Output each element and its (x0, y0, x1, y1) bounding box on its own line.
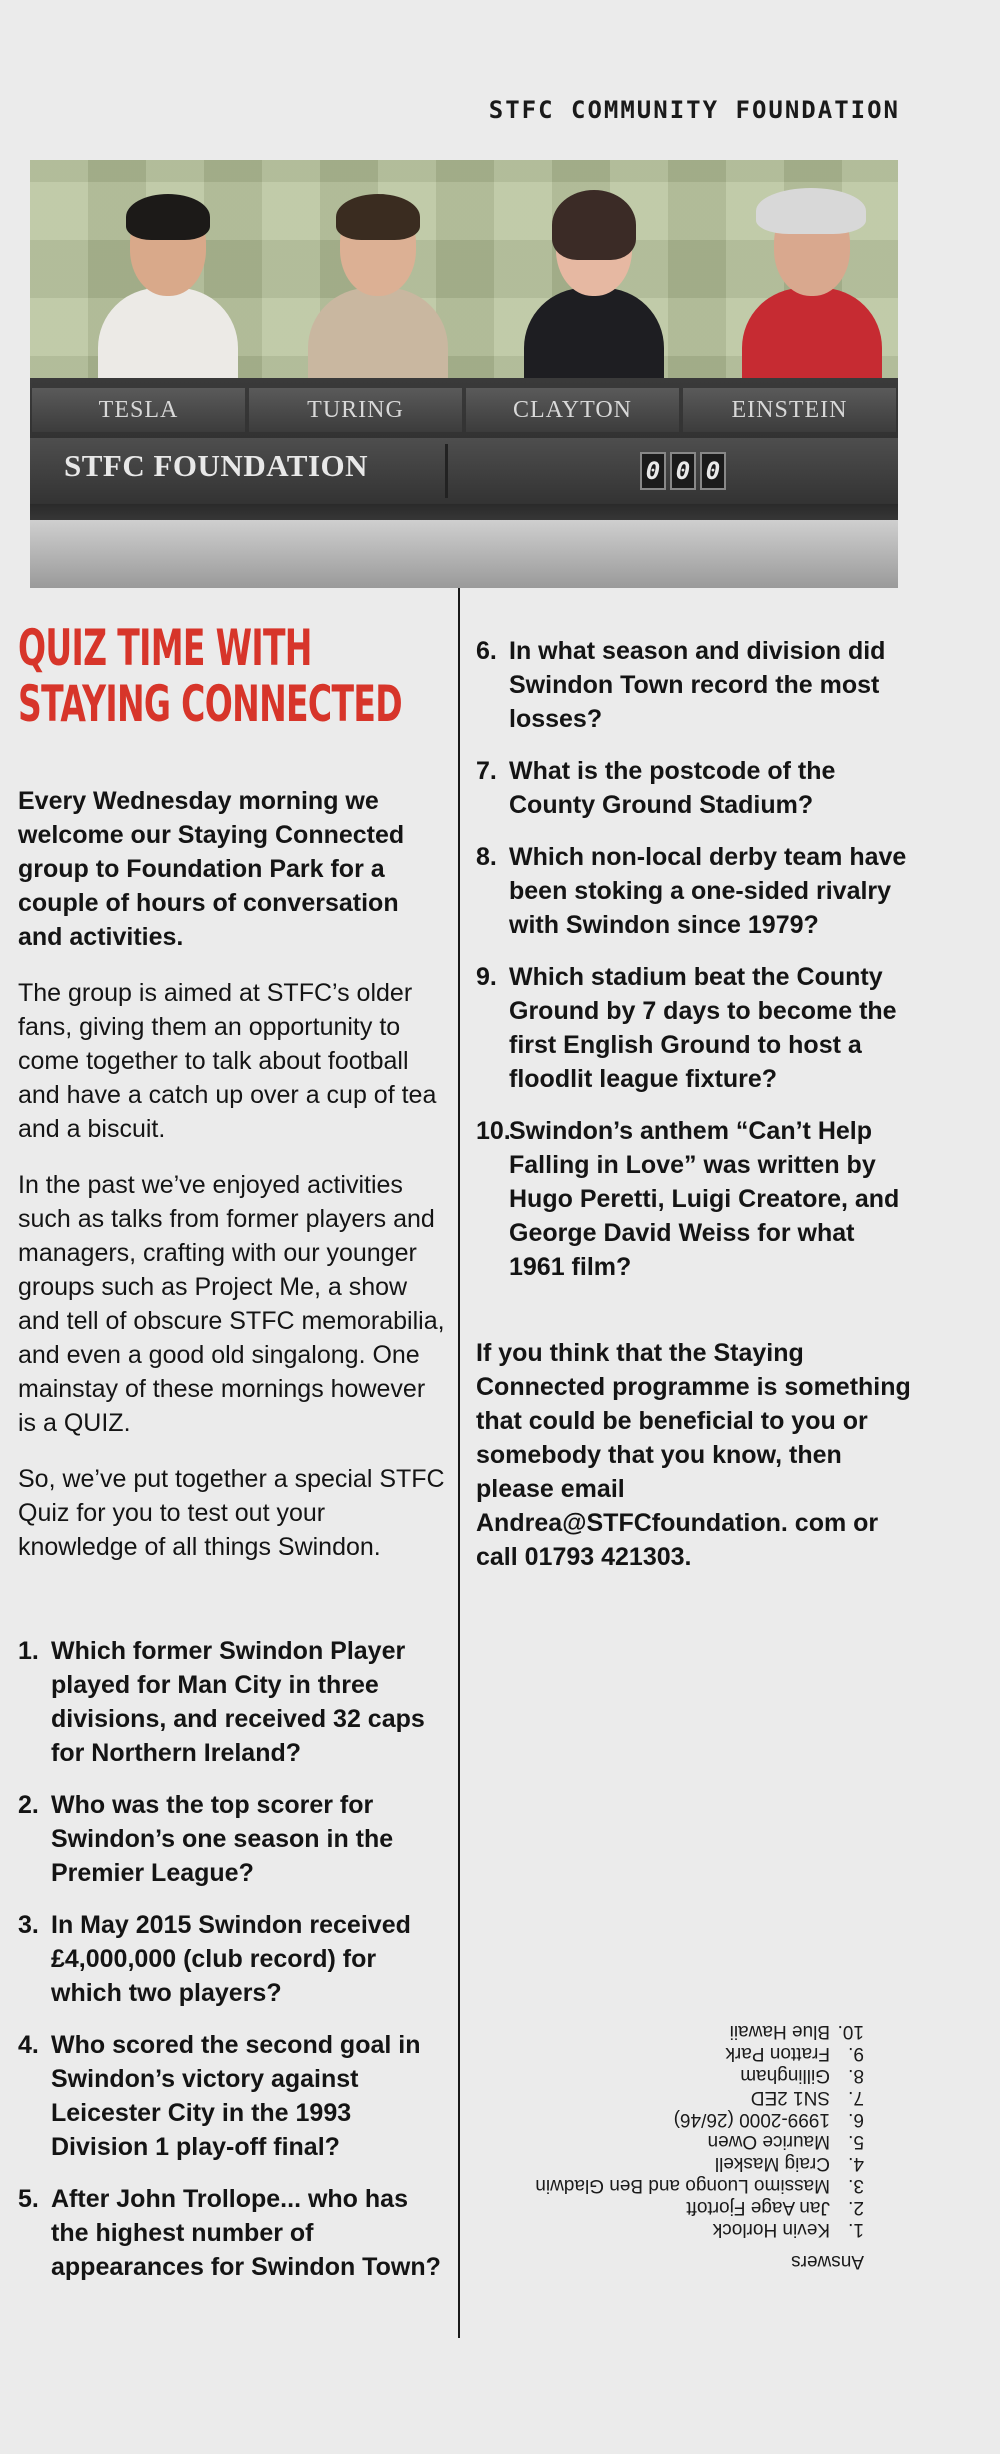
answer-item: 3. Massimo Luongo and Ben Gladwin (535, 2175, 864, 2196)
answers-upside-down (500, 2020, 864, 2272)
quiz-question: 9. Which stadium beat the County Ground by 7 days to become the first English Ground to host a floodlit league fixture? (476, 963, 897, 1093)
answer-item: 5. Maurice Owen (707, 2131, 864, 2152)
answers-title: Answers (791, 2251, 864, 2272)
lead-paragraph: Every Wednesday morning we welcome our Staying Connected group to Foundation Park for a couple of hours of conversation and activities. (18, 787, 405, 951)
right-column (476, 634, 916, 1574)
score-digit: 0 (670, 452, 696, 490)
quiz-question: 3. In May 2015 Swindon received £4,000,000 (club record) for which two players? (18, 1911, 411, 2007)
column-divider (458, 588, 460, 2338)
bar-divider (445, 444, 448, 498)
score-digit: 0 (700, 452, 726, 490)
scoreboard (640, 452, 726, 490)
left-column (18, 620, 448, 2302)
quiz-questions-part-1 (18, 1634, 448, 2284)
body-paragraph: The group is aimed at STFC’s older fans, giving them an opportunity to come together to talk about football and have a catch up over a cup of tea and a biscuit. (18, 979, 437, 1143)
quiz-question: 4. Who scored the second goal in Swindon’s victory against Leicester City in the 1993 Division 1 play-off final? (18, 2031, 421, 2161)
quiz-question: 1. Which former Swindon Player played for Man City in three divisions, and received 32 caps for Northern Ireland? (18, 1637, 425, 1767)
quiz-questions-part-2 (476, 634, 916, 1284)
masthead: STFC COMMUNITY FOUNDATION (488, 96, 900, 124)
answer-item: 2. Jan Aage Fjortoft (686, 2197, 864, 2218)
nameplates (30, 388, 898, 432)
contact-paragraph: If you think that the Staying Connected programme is something that could be beneficial to you or somebody that you know, then please email Andrea@STFCfoundation. com or call 01793 421303. (476, 1339, 911, 1571)
quiz-question: 6. In what season and division did Swindon Town record the most losses? (476, 637, 886, 733)
answer-item: 1. Kevin Horlock (712, 2219, 864, 2240)
quiz-question: 7. What is the postcode of the County Ground Stadium? (476, 757, 836, 819)
answer-item: 9. Fratton Park (725, 2043, 864, 2064)
nameplate-turing: TURING (249, 388, 462, 432)
quiz-question: 2. Who was the top scorer for Swindon’s one season in the Premier League? (18, 1791, 394, 1887)
quiz-question: 5. After John Trollope... who has the highest number of appearances for Swindon Town? (18, 2185, 441, 2281)
hero-image (30, 160, 898, 588)
score-digit: 0 (640, 452, 666, 490)
quiz-question: 8. Which non-local derby team have been stoking a one-sided rivalry with Swindon since 1979? (476, 843, 907, 939)
answer-item: 6. 1999-2000 (26/46) (673, 2109, 864, 2130)
nameplate-clayton: CLAYTON (466, 388, 679, 432)
answers-list (500, 2020, 864, 2240)
quiz-question: 10. Swindon’s anthem “Can’t Help Falling in Love” was written by Hugo Peretti, Luigi Creatore, and George David Weiss for what 1961 film? (476, 1117, 900, 1281)
body-paragraph: So, we’ve put together a special STFC Quiz for you to test out your knowledge of all things Swindon. (18, 1465, 445, 1561)
headline (18, 619, 402, 733)
stage-floor (30, 520, 898, 588)
answer-item: 7. SN1 2ED (750, 2087, 864, 2108)
nameplate-einstein: EINSTEIN (683, 388, 896, 432)
answer-item: 10. Blue Hawaii (729, 2021, 864, 2042)
answer-item: 8. Gillingham (740, 2065, 864, 2086)
body-paragraph: In the past we’ve enjoyed activities such as talks from former players and managers, crafting with our younger groups such as Project Me, a show and tell of obscure STFC memorabilia, and even a good old singalong. One mainstay of these mornings however is a QUIZ. (18, 1171, 445, 1437)
nameplate-tesla: TESLA (32, 388, 245, 432)
answer-item: 4. Craig Maskell (714, 2153, 864, 2174)
headline-line-2: STAYING CONNECTED (18, 675, 402, 733)
team-name: STFC FOUNDATION (64, 448, 369, 483)
headline-line-1: QUIZ TIME WITH (18, 619, 312, 677)
